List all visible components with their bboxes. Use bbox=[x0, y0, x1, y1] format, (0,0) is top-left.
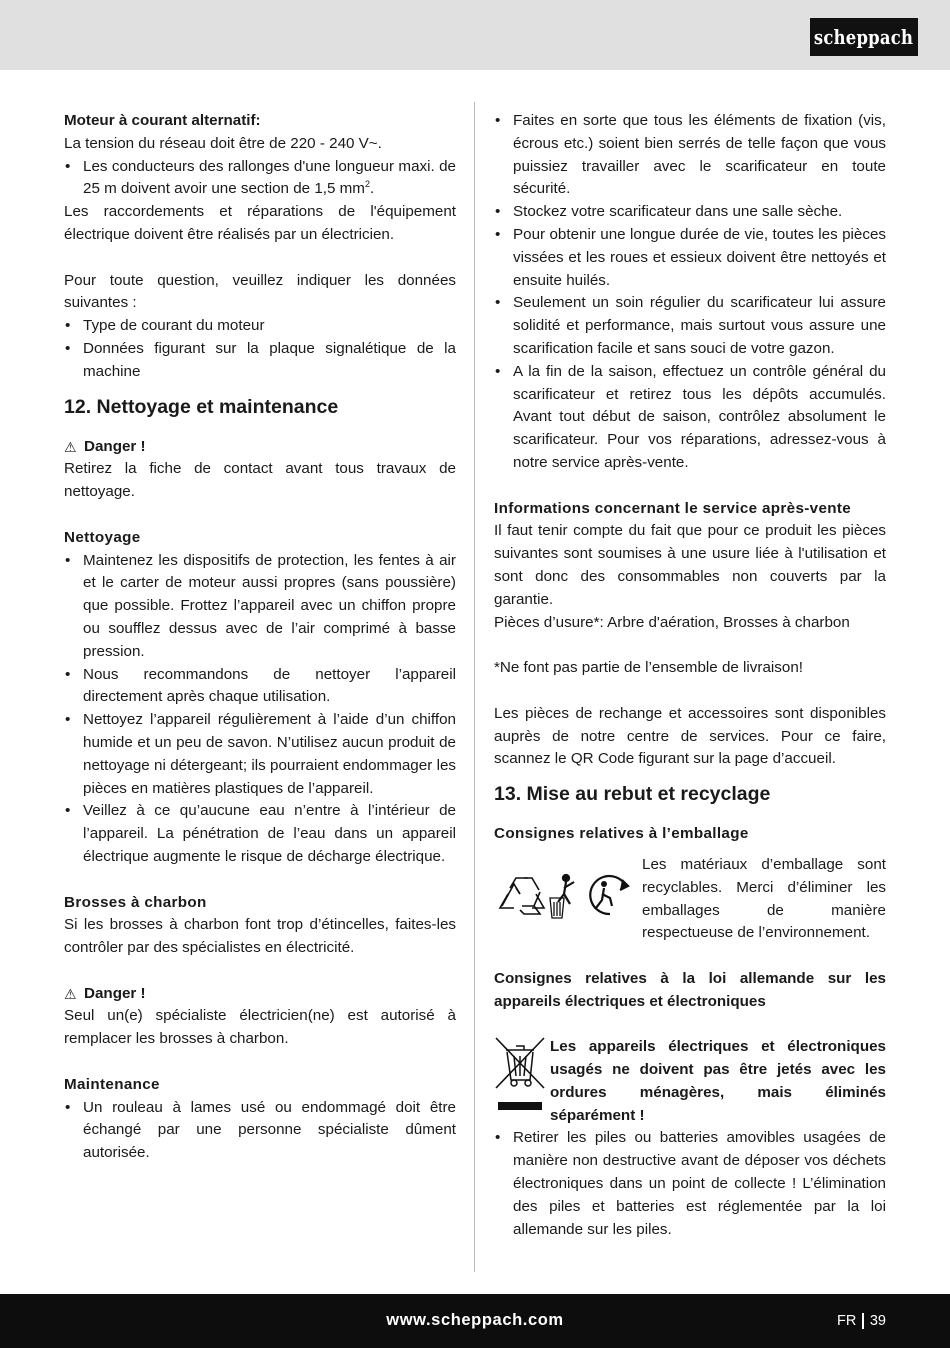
service-title: Informations concernant le service après-vente bbox=[494, 499, 852, 517]
superscript: 2 bbox=[364, 179, 370, 190]
warning-triangle-icon: ⚠ bbox=[64, 985, 77, 1002]
crossed-out-wheelie-bin-icon bbox=[494, 1036, 546, 1116]
footer-url: www.scheppach.com bbox=[386, 1311, 564, 1329]
warning-triangle-icon: ⚠ bbox=[64, 438, 77, 455]
list-item: • A la fin de la saison, effectuez un contrôle général du scarificateur et retirez tous les dépôts accumulés. Avant tout début de saison, contrôlez absolument le scarificateur. Pour vos réparations, adressez-vous à notre service après-vente. bbox=[494, 361, 886, 475]
weee-title: Consignes relatives à la loi allemande sur les appareils électriques et électroniques bbox=[494, 969, 886, 1010]
not-included-note: *Ne font pas partie de l’ensemble de livraison! bbox=[494, 659, 803, 677]
danger-label-2 bbox=[64, 983, 456, 1006]
cleaning-title: Nettoyage bbox=[64, 528, 141, 546]
cleaning-list bbox=[64, 550, 456, 869]
weee-row bbox=[494, 1036, 886, 1127]
list-item: • Un rouleau à lames usé ou endommagé doit être échangé par une personne spécialiste dûment autorisée. bbox=[64, 1097, 456, 1165]
danger-label-text: Danger ! bbox=[84, 437, 146, 455]
list-item: • Nettoyez l’appareil régulièrement à l’aide d’un chiffon humide et un peu de savon. N’utilisez aucun produit de nettoyage ni détergeant; ils pourraient endommager les pièces en matières plastiques de l’appareil. bbox=[64, 709, 456, 800]
packaging-icons bbox=[494, 854, 642, 934]
motor-voltage: La tension du réseau doit être de 220 - 240 V~. bbox=[64, 134, 382, 152]
maintenance-list bbox=[64, 1097, 456, 1165]
list-item: • Données figurant sur la plaque signalétique de la machine bbox=[64, 338, 456, 384]
packaging-row bbox=[494, 854, 886, 945]
list-item bbox=[64, 156, 456, 202]
motor-bullets bbox=[64, 156, 456, 202]
tidyman-bin-icon bbox=[550, 874, 574, 918]
wear-parts: Pièces d’usure*: Arbre d'aération, Brosses à charbon bbox=[494, 613, 850, 631]
spare-parts-text: Les pièces de rechange et accessoires sont disponibles auprès de notre centre de services. Pour ce faire, scannez le QR Code figurant sur la page d’accueil. bbox=[494, 704, 886, 768]
weee-list bbox=[494, 1127, 886, 1241]
motor-title: Moteur à courant alternatif: bbox=[64, 112, 261, 129]
section-12-title: 12. Nettoyage et maintenance bbox=[64, 395, 339, 418]
list-item: • Stockez votre scarificateur dans une salle sèche. bbox=[494, 201, 886, 224]
page-number: 39 bbox=[869, 1313, 886, 1329]
weee-icon-wrap bbox=[494, 1036, 550, 1127]
question-intro: Pour toute question, veuillez indiquer les données suivantes : bbox=[64, 271, 456, 312]
danger-label-1 bbox=[64, 436, 456, 459]
brand-logo bbox=[810, 18, 918, 56]
maintenance-title: Maintenance bbox=[64, 1075, 160, 1093]
recycling-arrow-icon bbox=[590, 876, 628, 914]
brushes-title: Brosses à charbon bbox=[64, 893, 207, 911]
footer-separator bbox=[862, 1313, 864, 1329]
list-item: • Faites en sorte que tous les éléments de fixation (vis, écrous etc.) soient bien serrés de telle façon que vous puissiez travailler avec le scarificateur en toute sécurité. bbox=[494, 110, 886, 201]
language-code: FR bbox=[837, 1313, 857, 1329]
list-item: • Retirer les piles ou batteries amovibles usagées de manière non destructive avant de déposer vos déchets électroniques dans un point de collecte ! L’élimination des piles et batteries est réglementée par la loi allemande sur les piles. bbox=[494, 1127, 886, 1241]
packaging-symbols bbox=[494, 854, 642, 934]
service-text: Il faut tenir compte du fait que pour ce produit les pièces suivantes sont soumises à une usure liée à l'utilisation et sont donc des consommables non couverts par la garantie. bbox=[494, 522, 886, 608]
danger-text-2: Seul un(e) spécialiste électricien(ne) est autorisé à remplacer les brosses à charbon. bbox=[64, 1007, 456, 1048]
brand-logo-text: scheppach bbox=[814, 24, 914, 49]
left-column bbox=[64, 110, 456, 1165]
danger-label-text: Danger ! bbox=[84, 984, 146, 1002]
motor-connections: Les raccordements et réparations de l'équipement électrique doivent être réalisés par un électricien. bbox=[64, 203, 456, 243]
section-13-title: 13. Mise au rebut et recyclage bbox=[494, 783, 771, 806]
list-item: • Nous recommandons de nettoyer l’appareil directement après chaque utilisation. bbox=[64, 664, 456, 710]
motor-bullet-end: . bbox=[369, 180, 375, 198]
packaging-title: Consignes relatives à l’emballage bbox=[494, 825, 749, 843]
list-item: • Seulement un soin régulier du scarificateur lui assure solidité et performance, mais surtout vous assure une scarification facile et sans souci de votre gazon. bbox=[494, 292, 886, 360]
column-divider bbox=[474, 102, 475, 1272]
right-column bbox=[494, 110, 886, 1241]
list-item: • Pour obtenir une longue durée de vie, toutes les pièces vissées et les roues et essieux doivent être nettoyés et ensuite huilés. bbox=[494, 224, 886, 292]
list-item: • Maintenez les dispositifs de protection, les fentes à air et le carter de moteur aussi propres (sans poussière) que possible. Frottez l’appareil avec un chiffon propre ou soufflez dessus avec de l’air comprimé à basse pression. bbox=[64, 550, 456, 664]
care-list bbox=[494, 110, 886, 475]
footer bbox=[0, 1294, 950, 1348]
recycle-icon bbox=[500, 878, 544, 914]
packaging-text: Les matériaux d’emballage sont recyclables. Merci d’éliminer les emballages de manière respectueuse de l’environnement. bbox=[642, 855, 886, 942]
brushes-text: Si les brosses à charbon font trop d’étincelles, faites-les contrôler par des spécialistes en électricité. bbox=[64, 916, 456, 957]
header-band bbox=[0, 0, 950, 70]
motor-bullet-text: Les conducteurs des rallonges d'une longueur maxi. de 25 m doivent avoir une section de 1,5 mm bbox=[83, 157, 456, 198]
danger-text-1: Retirez la fiche de contact avant tous travaux de nettoyage. bbox=[64, 460, 456, 501]
footer-page-info bbox=[837, 1310, 886, 1333]
list-item: • Type de courant du moteur bbox=[64, 315, 456, 338]
list-item: • Veillez à ce qu’aucune eau n’entre à l’intérieur de l’appareil. La pénétration de l’eau dans un appareil électrique augmente le risque de décharge électrique. bbox=[64, 800, 456, 868]
question-list bbox=[64, 315, 456, 383]
weee-text: Les appareils électriques et électroniques usagés ne doivent pas être jetés avec les ordures ménagères, mais éliminés séparément ! bbox=[550, 1038, 886, 1124]
